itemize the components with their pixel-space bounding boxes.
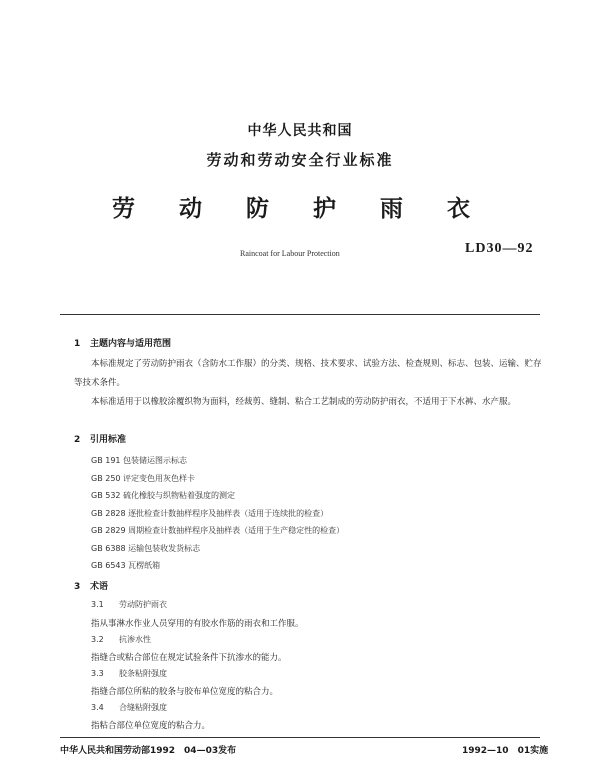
- term-number: 3.1: [91, 600, 104, 609]
- section-1-number: 1: [74, 339, 81, 349]
- term-number: 3.3: [91, 669, 104, 678]
- term-definition: 指缝合或粘合部位在规定试验条件下抗渗水的能力。: [91, 653, 287, 663]
- term-definition: 指缝合部位所粘的胶条与胶布单位宽度的粘合力。: [91, 687, 279, 697]
- term-heading: [91, 668, 167, 679]
- term-name: 胶条粘附强度: [119, 669, 167, 678]
- section-1-title: 主题内容与适用范围: [90, 339, 172, 349]
- term-number: 3.2: [91, 635, 104, 644]
- term-definition: 指粘合部位单位宽度的粘合力。: [91, 721, 211, 731]
- section-2-number: 2: [74, 435, 81, 445]
- reference-item: GB 2828 逐批检查计数抽样程序及抽样表（适用于连续批的检查）: [91, 509, 329, 518]
- section-1-heading: [74, 336, 171, 349]
- standard-code: LD30—92: [465, 241, 534, 256]
- term-name: 合缝粘附强度: [119, 703, 167, 712]
- reference-item: GB 191 包装储运图示标志: [91, 456, 188, 465]
- english-title: Raincoat for Labour Protection: [240, 249, 340, 258]
- footer-divider: [60, 737, 540, 738]
- term-name: 抗渗水性: [119, 635, 151, 644]
- term-heading: [91, 599, 167, 610]
- term-name: 劳动防护雨衣: [119, 600, 167, 609]
- reference-item: GB 2829 周期检查计数抽样程序及抽样表（适用于生产稳定性的检查）: [91, 526, 345, 535]
- section-1-paragraph-1: 本标准规定了劳动防护雨衣（含防水工作服）的分类、规格、技术要求、试验方法、检查规则、标志、包装、运输、贮存等技术条件。: [74, 359, 542, 388]
- document-title: 劳 动 防 护 雨 衣: [111, 196, 489, 222]
- issuing-country: 中华人民共和国: [247, 123, 353, 139]
- effective-date: 1992—10 01实施: [462, 746, 549, 756]
- section-3-title: 术语: [90, 582, 109, 592]
- issue-statement: 中华人民共和国劳动部1992 04—03发布: [60, 746, 237, 756]
- term-definition: 指从事淋水作业人员穿用的有胶水作筋的雨衣和工作服。: [91, 619, 304, 629]
- section-3-heading: [74, 579, 108, 592]
- term-heading: [91, 634, 151, 645]
- section-2-title: 引用标准: [90, 435, 127, 445]
- reference-item: GB 6543 瓦楞纸箱: [91, 561, 161, 570]
- term-number: 3.4: [91, 703, 104, 712]
- section-1-paragraph-2: 本标准适用于以橡胶涂覆织物为面料，经裁剪、缝制、粘合工艺制成的劳动防护雨衣，不适用于下水裤、水产服。: [91, 397, 517, 407]
- reference-item: GB 250 评定变色用灰色样卡: [91, 474, 196, 483]
- reference-item: GB 6388 运输包装收发货标志: [91, 544, 201, 553]
- term-heading: [91, 702, 167, 713]
- reference-item: GB 532 硫化橡胶与织物粘着强度的测定: [91, 491, 236, 500]
- standard-category: 劳动和劳动安全行业标准: [206, 151, 394, 169]
- section-2-heading: [74, 432, 126, 445]
- section-3-number: 3: [74, 582, 81, 592]
- header-divider: [60, 314, 540, 315]
